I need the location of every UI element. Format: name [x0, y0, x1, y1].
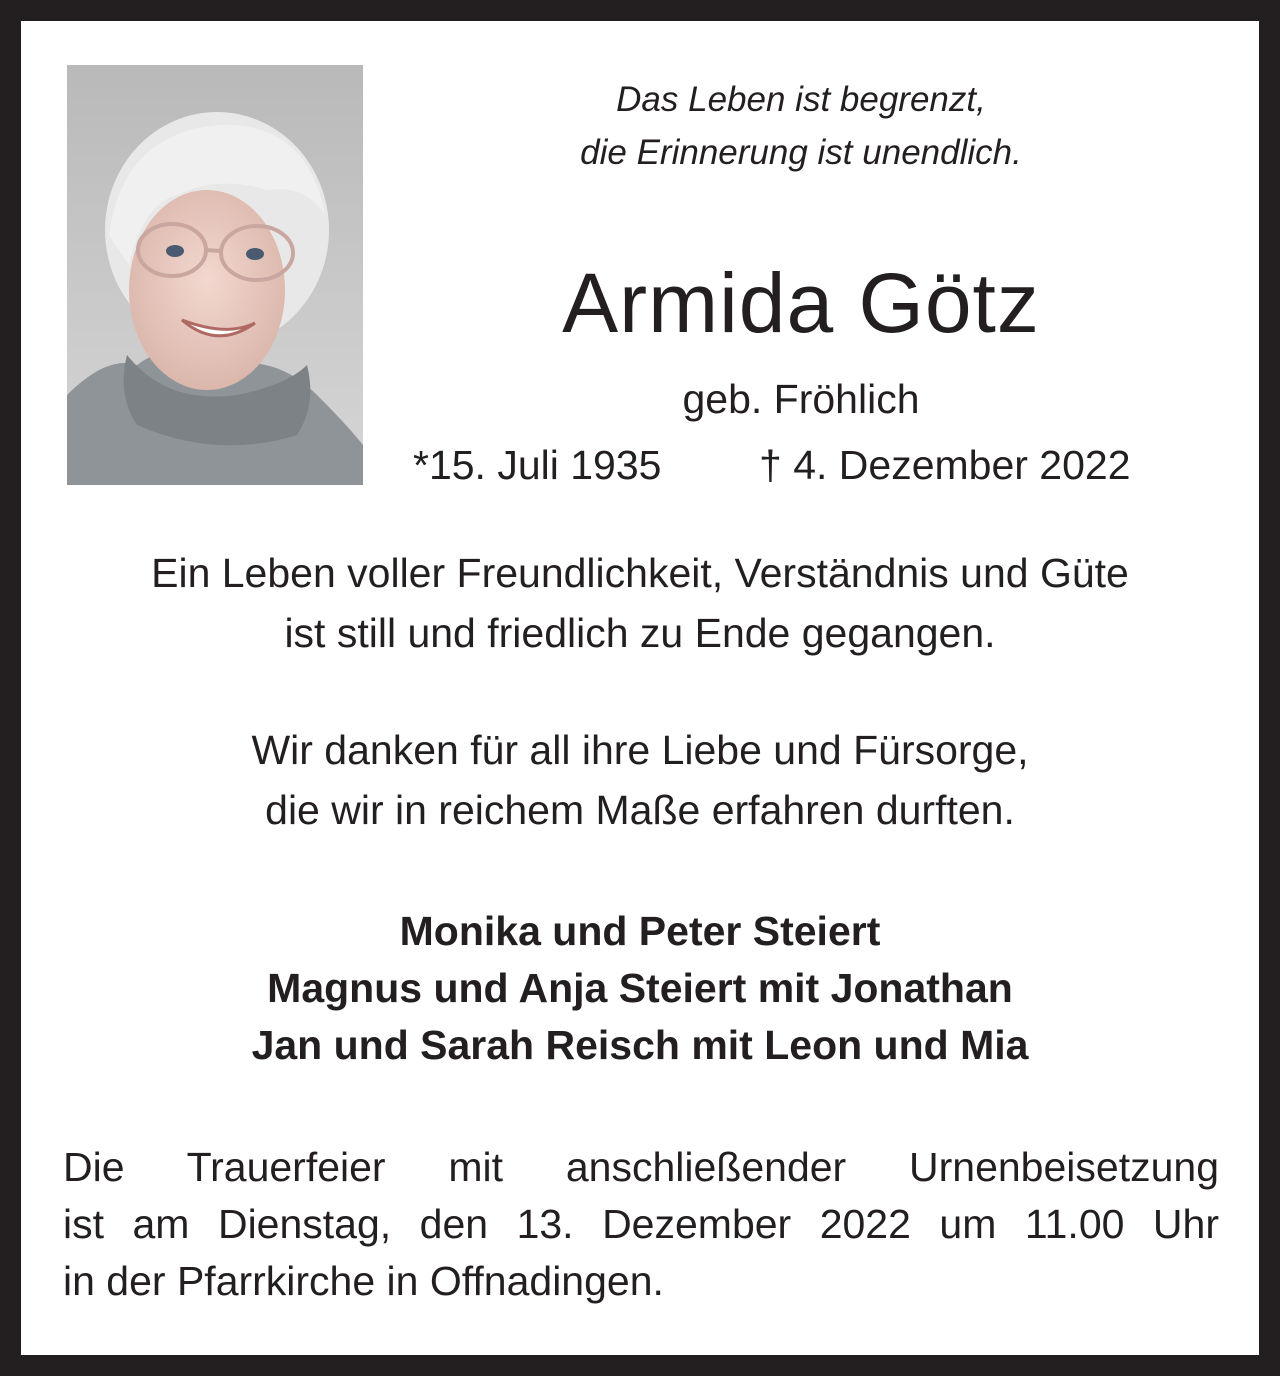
- maiden-name: geb. Fröhlich: [682, 376, 920, 422]
- service-line-1: Die Trauerfeier mit anschließender Urnenbeisetzung: [63, 1144, 1219, 1190]
- death-date: † 4. Dezember 2022: [759, 442, 1131, 488]
- motto: [401, 73, 1201, 179]
- tribute-line-2: ist still und friedlich zu Ende gegangen.: [284, 610, 996, 656]
- family-line: Monika und Peter Steiert: [399, 908, 881, 954]
- tribute-line-1: Ein Leben voller Freundlichkeit, Verständnis und Güte: [151, 550, 1129, 596]
- family-line: Magnus und Anja Steiert mit Jonathan: [267, 965, 1013, 1011]
- obituary-card: [21, 21, 1259, 1355]
- service-line-2: ist am Dienstag, den 13. Dezember 2022 um 11.00 Uhr: [63, 1201, 1219, 1247]
- motto-line-2: die Erinnerung ist unendlich.: [580, 133, 1022, 172]
- thanks-line-2: die wir in reichem Maße erfahren durften.: [265, 787, 1015, 833]
- funeral-service-notice: [63, 1139, 1219, 1310]
- family-signatures: [21, 903, 1259, 1074]
- tribute-paragraph: [21, 543, 1259, 663]
- service-line-3: in der Pfarrkirche in Offnadingen.: [63, 1258, 664, 1304]
- birth-date: *15. Juli 1935: [413, 442, 662, 488]
- family-line: Jan und Sarah Reisch mit Leon und Mia: [251, 1022, 1029, 1068]
- portrait-photo: [67, 65, 363, 485]
- deceased-name: Armida Götz: [562, 256, 1040, 350]
- thanks-line-1: Wir danken für all ihre Liebe und Fürsorge,: [251, 727, 1029, 773]
- motto-line-1: Das Leben ist begrenzt,: [616, 80, 986, 119]
- thanks-paragraph: [21, 720, 1259, 840]
